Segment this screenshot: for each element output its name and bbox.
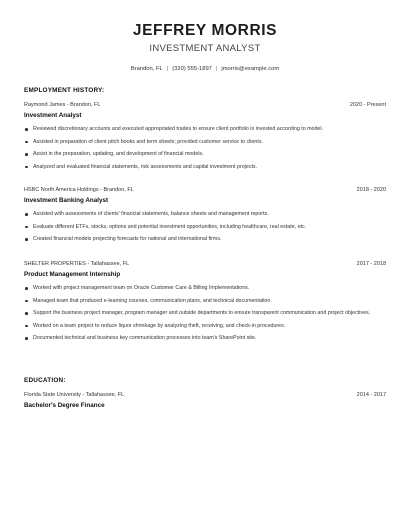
job-bullet: Reviewed discretionary accounts and executed appropriated trades to ensure client portfolio is invested according to model. (24, 126, 386, 133)
job-bullets (24, 126, 386, 171)
job-bullet: Assisted with assessments of clients' financial statements, balance sheets and management reports. (24, 211, 386, 218)
job-bullet: Managed team that produced e-learning courses, communication plans, and technical documentation. (24, 298, 386, 305)
education-school: Florida State University - Tallahassee, FL (24, 392, 125, 398)
education-degree: Bachelor's Degree Finance (24, 402, 105, 409)
contact-separator: | (166, 66, 169, 72)
candidate-name: JEFFREY MORRIS (132, 22, 278, 39)
candidate-title: INVESTMENT ANALYST (149, 43, 261, 54)
job-entry (24, 186, 386, 249)
job-dates: 2020 - Present (349, 102, 386, 108)
contact-separator: | (215, 66, 218, 72)
contact-line (0, 65, 410, 73)
job-entry (24, 260, 386, 348)
contact-email: jmorris@example.com (221, 66, 280, 72)
job-role: Product Management Internship (24, 271, 121, 278)
education-entry (24, 391, 386, 410)
education-heading: EDUCATION: (24, 377, 66, 384)
job-bullet: Documented technical and business key communication processes into team's SharePoint site. (24, 335, 386, 342)
job-dates: 2018 - 2020 (356, 187, 386, 193)
job-company: Raymond James - Brandon, FL (24, 102, 101, 108)
job-bullets (24, 211, 386, 243)
job-role: Investment Banking Analyst (24, 197, 109, 204)
job-dates: 2017 - 2018 (356, 261, 386, 267)
job-header (24, 186, 386, 194)
employment-heading: EMPLOYMENT HISTORY: (24, 87, 105, 94)
job-entry (24, 101, 386, 176)
job-bullet: Worked on a team project to reduce liquor shrinkage by analyzing theft, receiving, and check-in procedures. (24, 323, 386, 330)
job-bullet: Analyzed and evaluated financial statements, risk assessments and capital investment projects. (24, 164, 386, 171)
job-bullet: Created financial models projecting forecasts for national and international firms. (24, 236, 386, 243)
job-company: SHELTER PROPERTIES - Tallahassee, FL (24, 261, 130, 267)
job-bullet: Evaluate different ETFs, stocks, options and potential investment opportunities, including healthcare, real estate, etc. (24, 224, 386, 231)
education-dates: 2014 - 2017 (356, 392, 386, 398)
job-role: Investment Analyst (24, 112, 82, 119)
contact-phone: (320) 555-1897 (172, 66, 212, 72)
job-company: HSBC North America Holdings - Brandon, FL (24, 187, 134, 193)
job-bullet: Worked with project management team on Oracle Customer Care & Billing Implementations. (24, 285, 386, 292)
job-header (24, 260, 386, 268)
job-header (24, 101, 386, 109)
job-bullet: Assist in the preparation, updating, and development of financial models. (24, 151, 386, 158)
education-header (24, 391, 386, 399)
job-bullets (24, 285, 386, 342)
contact-location: Brandon, FL (130, 66, 163, 72)
job-bullet: Support the business project manager, program manager and outside departments to ensure transparent communication and project objectives. (24, 310, 386, 317)
resume-header (0, 0, 410, 73)
job-bullet: Assisted in preparation of client pitch books and term sheets; provided customer service to clients. (24, 139, 386, 146)
